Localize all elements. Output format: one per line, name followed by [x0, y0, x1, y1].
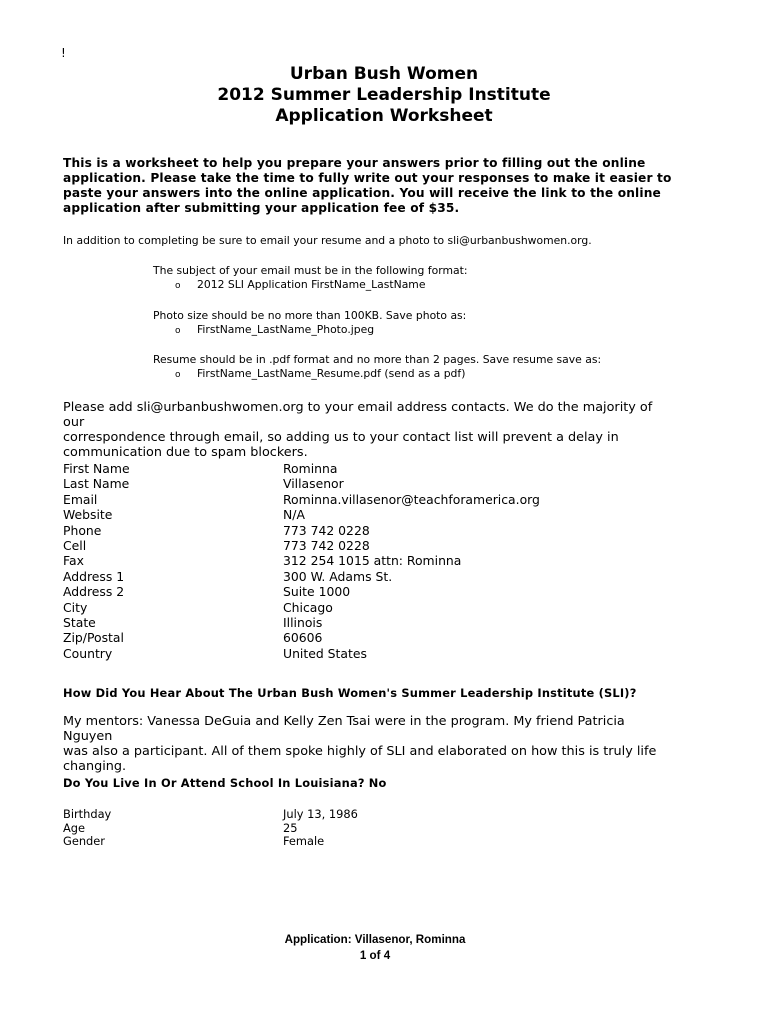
info-row	[63, 461, 540, 476]
resume-format-item	[175, 367, 465, 382]
info-value: United States	[283, 645, 367, 661]
info-row	[63, 615, 540, 630]
subject-format: 2012 SLI Application FirstName_LastName	[197, 278, 426, 291]
bullet-icon: o	[175, 281, 181, 291]
additional-note: In addition to completing be sure to email your resume and a photo to sli@urbanbushwomen.org.	[63, 234, 592, 247]
info-row	[63, 476, 540, 491]
info-label: Address 2	[63, 584, 125, 600]
info-row	[63, 808, 358, 822]
document-title	[0, 64, 768, 127]
info-value: 300 W. Adams St.	[283, 568, 393, 584]
info-value: Female	[283, 834, 325, 849]
bullet-icon: o	[175, 326, 181, 336]
intro-line: paste your answers into the online application. You will receive the link to the online	[63, 186, 661, 200]
info-label: Website	[63, 507, 113, 523]
bullet-icon: o	[175, 370, 181, 380]
info-row	[63, 523, 540, 538]
info-value: Villasenor	[283, 476, 344, 492]
info-label: First Name	[63, 461, 130, 476]
answer-line: was also a participant. All of them spoke highly of SLI and elaborated on how this is truly life	[63, 744, 657, 759]
info-value: 312 254 1015 attn: Rominna	[283, 553, 462, 569]
info-label: Fax	[63, 553, 84, 569]
title-line-program: 2012 Summer Leadership Institute	[217, 85, 551, 105]
info-label: Last Name	[63, 476, 130, 492]
info-row	[63, 584, 540, 599]
subject-instruction: The subject of your email must be in the following format:	[153, 264, 468, 277]
answer-line: My mentors: Vanessa DeGuia and Kelly Zen Tsai were in the program. My friend Patricia Nguyen	[63, 714, 625, 744]
info-row	[63, 630, 540, 645]
intro-paragraph	[63, 156, 673, 216]
intro-line: application. Please take the time to fully write out your responses to make it easier to	[63, 171, 672, 185]
resume-instruction: Resume should be in .pdf format and no more than 2 pages. Save resume save as:	[153, 353, 602, 366]
info-row	[63, 538, 540, 553]
info-value: Rominna	[283, 461, 338, 476]
info-label: State	[63, 615, 96, 631]
question-heading-hear-about: How Did You Hear About The Urban Bush Women's Summer Leadership Institute (SLI)?	[63, 686, 637, 700]
footer-page-number: 1 of 4	[359, 949, 391, 962]
contact-info-table	[63, 461, 540, 661]
info-value: N/A	[283, 507, 305, 523]
info-value: 773 742 0228	[283, 522, 370, 538]
info-value: Illinois	[283, 615, 323, 631]
contact-note-line: correspondence through email, so adding us to your contact list will prevent a delay in	[63, 430, 619, 445]
info-value: Rominna.villasenor@teachforamerica.org	[283, 491, 540, 507]
info-row	[63, 553, 540, 568]
answer-line: changing.	[63, 759, 127, 774]
photo-format-item	[175, 323, 374, 338]
resume-format: FirstName_LastName_Resume.pdf (send as a pdf)	[197, 367, 466, 380]
info-value: Chicago	[283, 599, 333, 615]
photo-format: FirstName_LastName_Photo.jpeg	[197, 323, 375, 336]
info-label: Zip/Postal	[63, 630, 124, 646]
info-value: Suite 1000	[283, 584, 351, 600]
info-row	[63, 569, 540, 584]
intro-line: This is a worksheet to help you prepare your answers prior to filling out the online	[63, 156, 646, 170]
photo-instruction: Photo size should be no more than 100KB. Save photo as:	[153, 309, 467, 322]
personal-info-table	[63, 808, 358, 849]
info-row	[63, 835, 358, 849]
info-row	[63, 646, 540, 661]
question-answer-hear-about	[63, 714, 673, 774]
info-value: 773 742 0228	[283, 538, 370, 554]
title-line-organization: Urban Bush Women	[289, 64, 479, 84]
info-row	[63, 507, 540, 522]
contact-note-line: Please add sli@urbanbushwomen.org to your email address contacts. We do the majority of our	[63, 400, 653, 430]
info-label: Age	[63, 820, 86, 835]
contact-note-line: communication due to spam blockers.	[63, 445, 308, 460]
info-label: Email	[63, 491, 98, 507]
contact-note	[63, 400, 673, 460]
intro-line: application after submitting your application fee of $35.	[63, 201, 460, 215]
info-label: Birthday	[63, 807, 112, 821]
info-row	[63, 822, 358, 836]
info-label: Gender	[63, 834, 105, 849]
subject-format-item	[175, 278, 425, 293]
info-label: Country	[63, 645, 113, 661]
info-label: Phone	[63, 522, 102, 538]
info-value: 60606	[283, 630, 323, 646]
question-heading-louisiana: Do You Live In Or Attend School In Louisiana? No	[63, 776, 387, 790]
info-label: Cell	[63, 538, 87, 554]
info-row	[63, 600, 540, 615]
footer-application: Application: Villasenor, Rominna	[284, 933, 466, 946]
info-label: Address 1	[63, 568, 125, 584]
info-label: City	[63, 599, 88, 615]
info-value: 25	[283, 820, 298, 835]
info-value: July 13, 1986	[283, 807, 358, 821]
top-mark: !	[61, 46, 66, 60]
title-line-worksheet: Application Worksheet	[275, 106, 493, 126]
info-row	[63, 492, 540, 507]
